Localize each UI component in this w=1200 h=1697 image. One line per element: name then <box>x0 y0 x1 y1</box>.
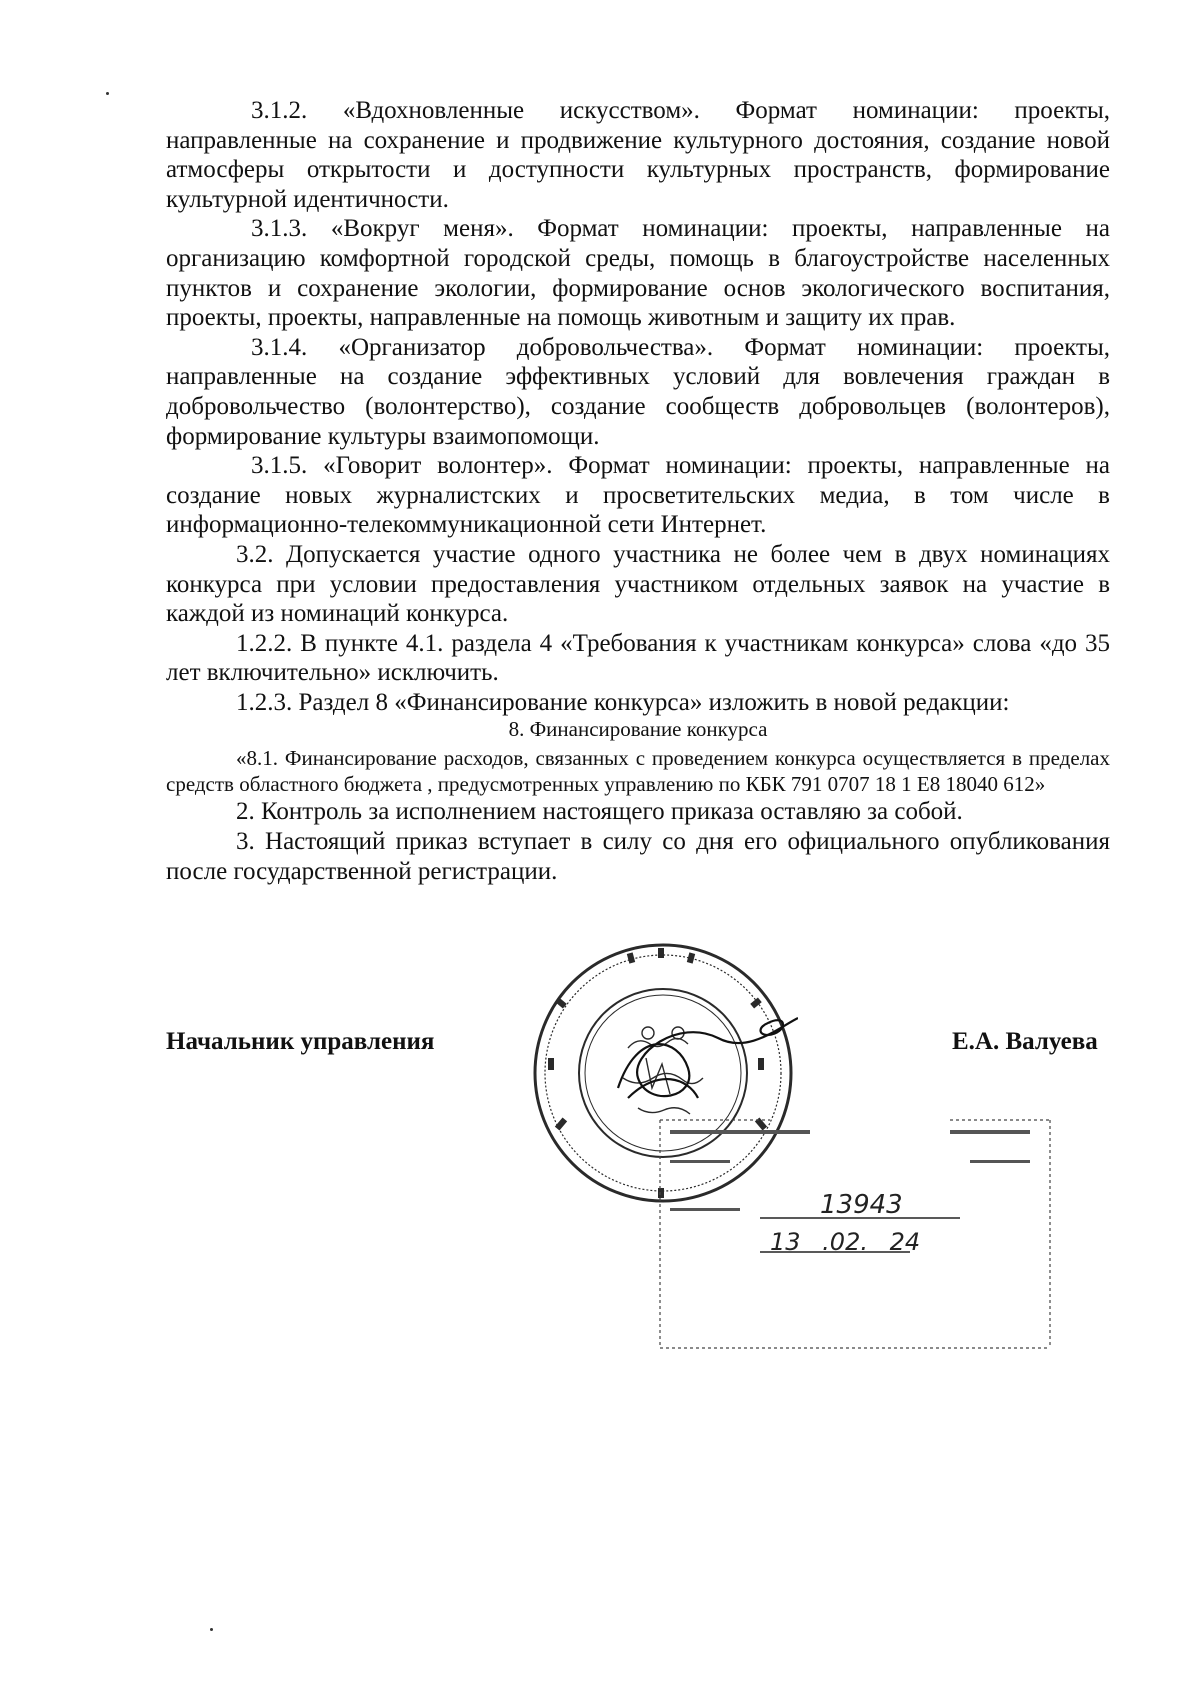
document-body <box>166 96 1110 886</box>
paragraph-3: 3. Настоящий приказ вступает в силу со дня его официального опубликования после государственной регистрации. <box>166 828 1110 885</box>
paragraph-8-1: «8.1. Финансирование расходов, связанных с проведением конкурса осуществляется в пределах средств областного бюджета , предусмотренных управлению по КБК 791 0707 18 1 Е8 18040 612» <box>166 746 1110 797</box>
stamp-reg-date: 13 .02. 24 <box>770 1228 921 1256</box>
paragraph-1-2-3: 1.2.3. Раздел 8 «Финансирование конкурса» изложить в новой редакции: <box>236 688 1010 716</box>
signature-position: Начальник управления <box>166 1028 435 1055</box>
scan-speck <box>106 92 109 95</box>
signature-name: Е.А. Валуева <box>952 1028 1098 1055</box>
paragraph-3-1-5: 3.1.5. «Говорит волонтер». Формат номинации: проекты, направленные на создание новых журналистских и просветительских медиа, в том числе в информационно-телекоммуникационной сети Интернет. <box>166 452 1110 539</box>
scan-speck <box>210 1628 213 1631</box>
registration-stamp-icon <box>650 1100 1060 1350</box>
paragraph-3-1-2: 3.1.2. «Вдохновленные искусством». Формат номинации: проекты, направленные на сохранение и продвижение культурного достояния, создание новой атмосферы открытости и доступности культурных пространств, формирование культурной идентичности. <box>166 97 1110 213</box>
stamp-reg-number: 13943 <box>820 1190 903 1220</box>
paragraph-3-1-4: 3.1.4. «Организатор добровольчества». Формат номинации: проекты, направленные на создание эффективных условий для вовлечения граждан в добровольчество (волонтерство), создание сообществ добровольцев (волонтеров), формирование культуры взаимопомощи. <box>166 333 1110 450</box>
paragraph-3-2: 3.2. Допускается участие одного участника не более чем в двух номинациях конкурса при условии предоставления участником отдельных заявок на участие в каждой из номинаций конкурса. <box>166 540 1110 628</box>
paragraph-1-2-2: 1.2.2. В пункте 4.1. раздела 4 «Требования к участникам конкурса» слова «до 35 лет включительно» исключить. <box>166 629 1110 687</box>
paragraph-3-1-3: 3.1.3. «Вокруг меня». Формат номинации: проекты, направленные на организацию комфортной городской среды, помощь в благоустройстве населенных пунктов и сохранение экологии, формирование основ экологического воспитания, проекты, проекты, направленные на помощь животным и защиту их прав. <box>166 215 1110 332</box>
section-8-title: 8. Финансирование конкурса <box>508 717 768 742</box>
paragraph-2: 2. Контроль за исполнением настоящего приказа оставляю за собой. <box>236 798 963 826</box>
